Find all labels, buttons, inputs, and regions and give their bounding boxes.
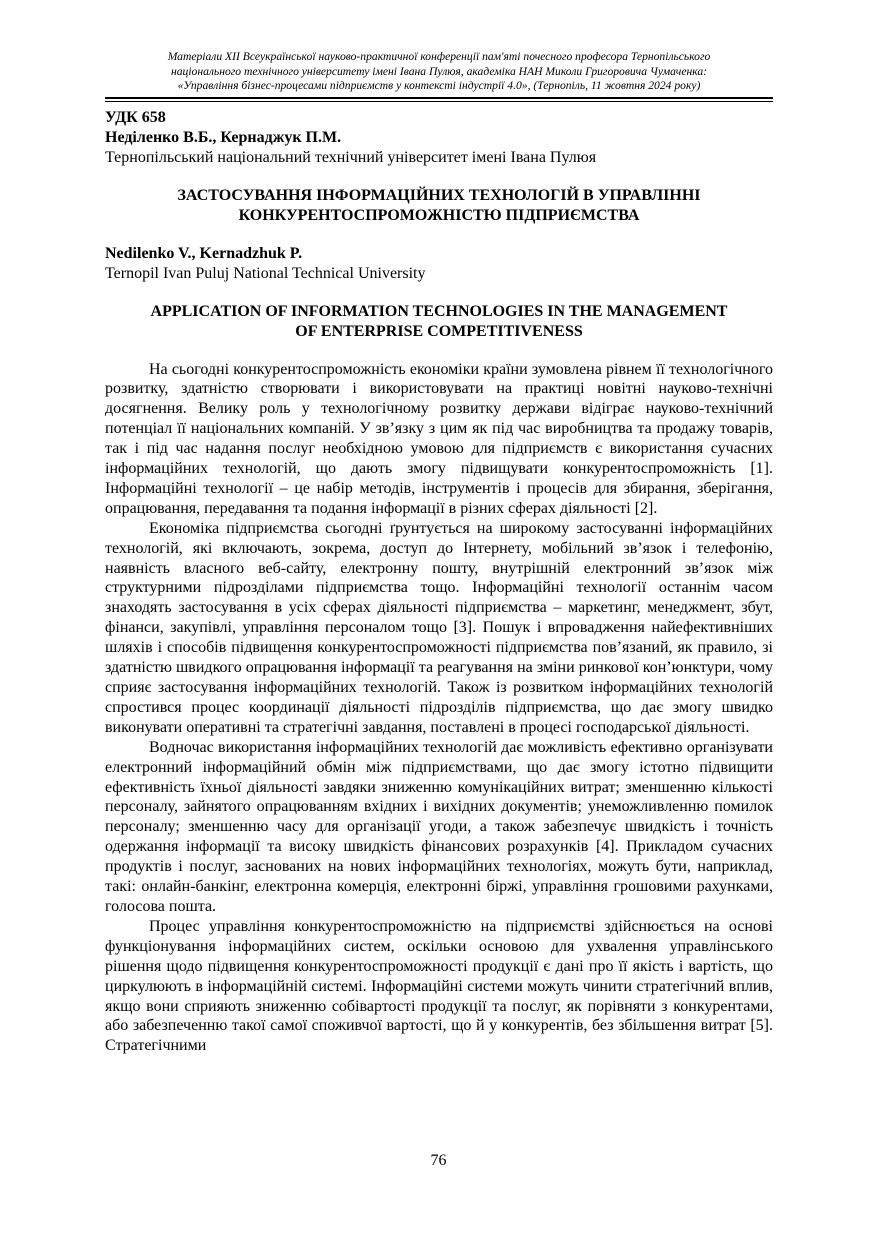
title-en-line: OF ENTERPRISE COMPETITIVENESS <box>295 322 583 340</box>
title-en-line: APPLICATION OF INFORMATION TECHNOLOGIES IN THE MANAGEMENT <box>150 302 728 320</box>
page-number: 76 <box>430 1152 447 1169</box>
body-paragraph: Процес управління конкурентоспроможністю на підприємстві здійснюється на основі функціонування інформаційних систем, оскільки основою для ухвалення управлінського рішення щодо підвищення конкурентоспроможності продукції є дані про її якість і вартість, що циркулюють в інформаційній системі. Інформаційні системи можуть чинити стратегічний вплив, якщо вони сприяють зниженню собівартості продукції та послуг, як порівняти з конкурентами, або забезпеченню такої самої споживчої вартості, що й у конкурентів, без збільшення витрат [5]. Стратегічними <box>105 917 773 1055</box>
title-ua-line: ЗАСТОСУВАННЯ ІНФОРМАЦІЙНИХ ТЕХНОЛОГІЙ В УПРАВЛІННІ <box>177 186 701 204</box>
body-paragraph: На сьогодні конкурентоспроможність економіки країни зумовлена рівнем її технологічного розвитку, здатністю створювати і використовувати на практиці новітні науково-технічні досягнення. Велику роль у технологічному розвитку держави відіграє науково-технічний потенціал її національних компаній. У зв’язку з цим як під час виробництва та продажу товарів, так і під час надання послуг необхідною умовою для підприємств є використання сучасних інформаційних технологій, що дають змогу підвищувати конкурентоспроможність [1]. Інформаційні технології – це набір методів, інструментів і процесів для збирання, зберігання, опрацювання, передавання та подання інформації в різних сферах діяльності [2]. <box>105 360 773 517</box>
conference-header-line: національного технічного університету імені Івана Пулюя, академіка НАН Миколи Григоровича Чумаченка: <box>170 64 708 78</box>
udc-code: УДК 658 <box>105 108 166 126</box>
affiliation-en: Ternopil Ivan Puluj National Technical University <box>105 264 426 282</box>
authors-ua: Неділенко В.Б., Кернаджук П.М. <box>105 128 342 146</box>
article-title-ua <box>105 186 773 226</box>
conference-header <box>105 50 773 97</box>
conference-header-line: Матеріали XII Всеукраїнської науково-практичної конференції пам'яті почесного професора Тернопільського <box>167 50 711 63</box>
title-ua-line: КОНКУРЕНТОСПРОМОЖНІСТЮ ПІДПРИЄМСТВА <box>238 206 640 224</box>
article-page <box>105 50 773 1056</box>
body-paragraph: Економіка підприємства сьогодні ґрунтується на широкому застосуванні інформаційних технологій, які включають, зокрема, доступ до Інтернету, мобільний зв’язок і телефонію, наявність власного веб-сайту, електронну пошту, внутрішній електронний зв’язок між структурними підрозділами підприємства тощо. Інформаційні технології останнім часом знаходять застосування в усіх сферах діяльності підприємства – маркетинг, менеджмент, збут, фінанси, закупівлі, управління персоналом тощо [3]. Пошук і впровадження найефективніших шляхів і способів підвищення конкурентоспроможності підприємства пов’язаний, як правило, зі здатністю швидкого опрацювання інформації та реагування на зміни ринкової кон’юнктури, чому сприяє застосування інформаційних технологій. Також із розвитком інформаційних технологій спростився процес координації діяльності підрозділів підприємства, що дає змогу швидко виконувати оперативні та стратегічні завдання, поставлені в процесі господарської діяльності. <box>105 519 773 736</box>
article-title-en <box>105 302 773 342</box>
affiliation-ua: Тернопільський національний технічний університет імені Івана Пулюя <box>105 148 597 166</box>
header-divider <box>105 97 773 102</box>
conference-header-line: «Управління бізнес-процесами підприємств у контексті індустрії 4.0», (Тернопіль, 11 жовтня 2024 року) <box>177 79 701 92</box>
body-paragraph: Водночас використання інформаційних технологій дає можливість ефективно організувати електронний інформаційний обмін між підприємствами, що дає змогу істотно підвищити ефективність їхньої діяльності завдяки зниженню комунікаційних витрат; зменшенню кількості персоналу, зайнятого опрацюванням вхідних і вихідних документів; унеможливленню помилок персоналу; зменшенню часу для організації угоди, а також забезпечує швидкість і точність одержання інформації та високу швидкість фінансових розрахунків [4]. Прикладом сучасних продуктів і послуг, заснованих на нових інформаційних технологіях, можуть бути, наприклад, такі: онлайн-банкінг, електронна комерція, електронні біржі, управління грошовими рахунками, голосова пошта. <box>105 738 773 915</box>
article-body <box>105 360 773 1057</box>
authors-en: Nedilenko V., Kernadzhuk P. <box>105 244 303 262</box>
